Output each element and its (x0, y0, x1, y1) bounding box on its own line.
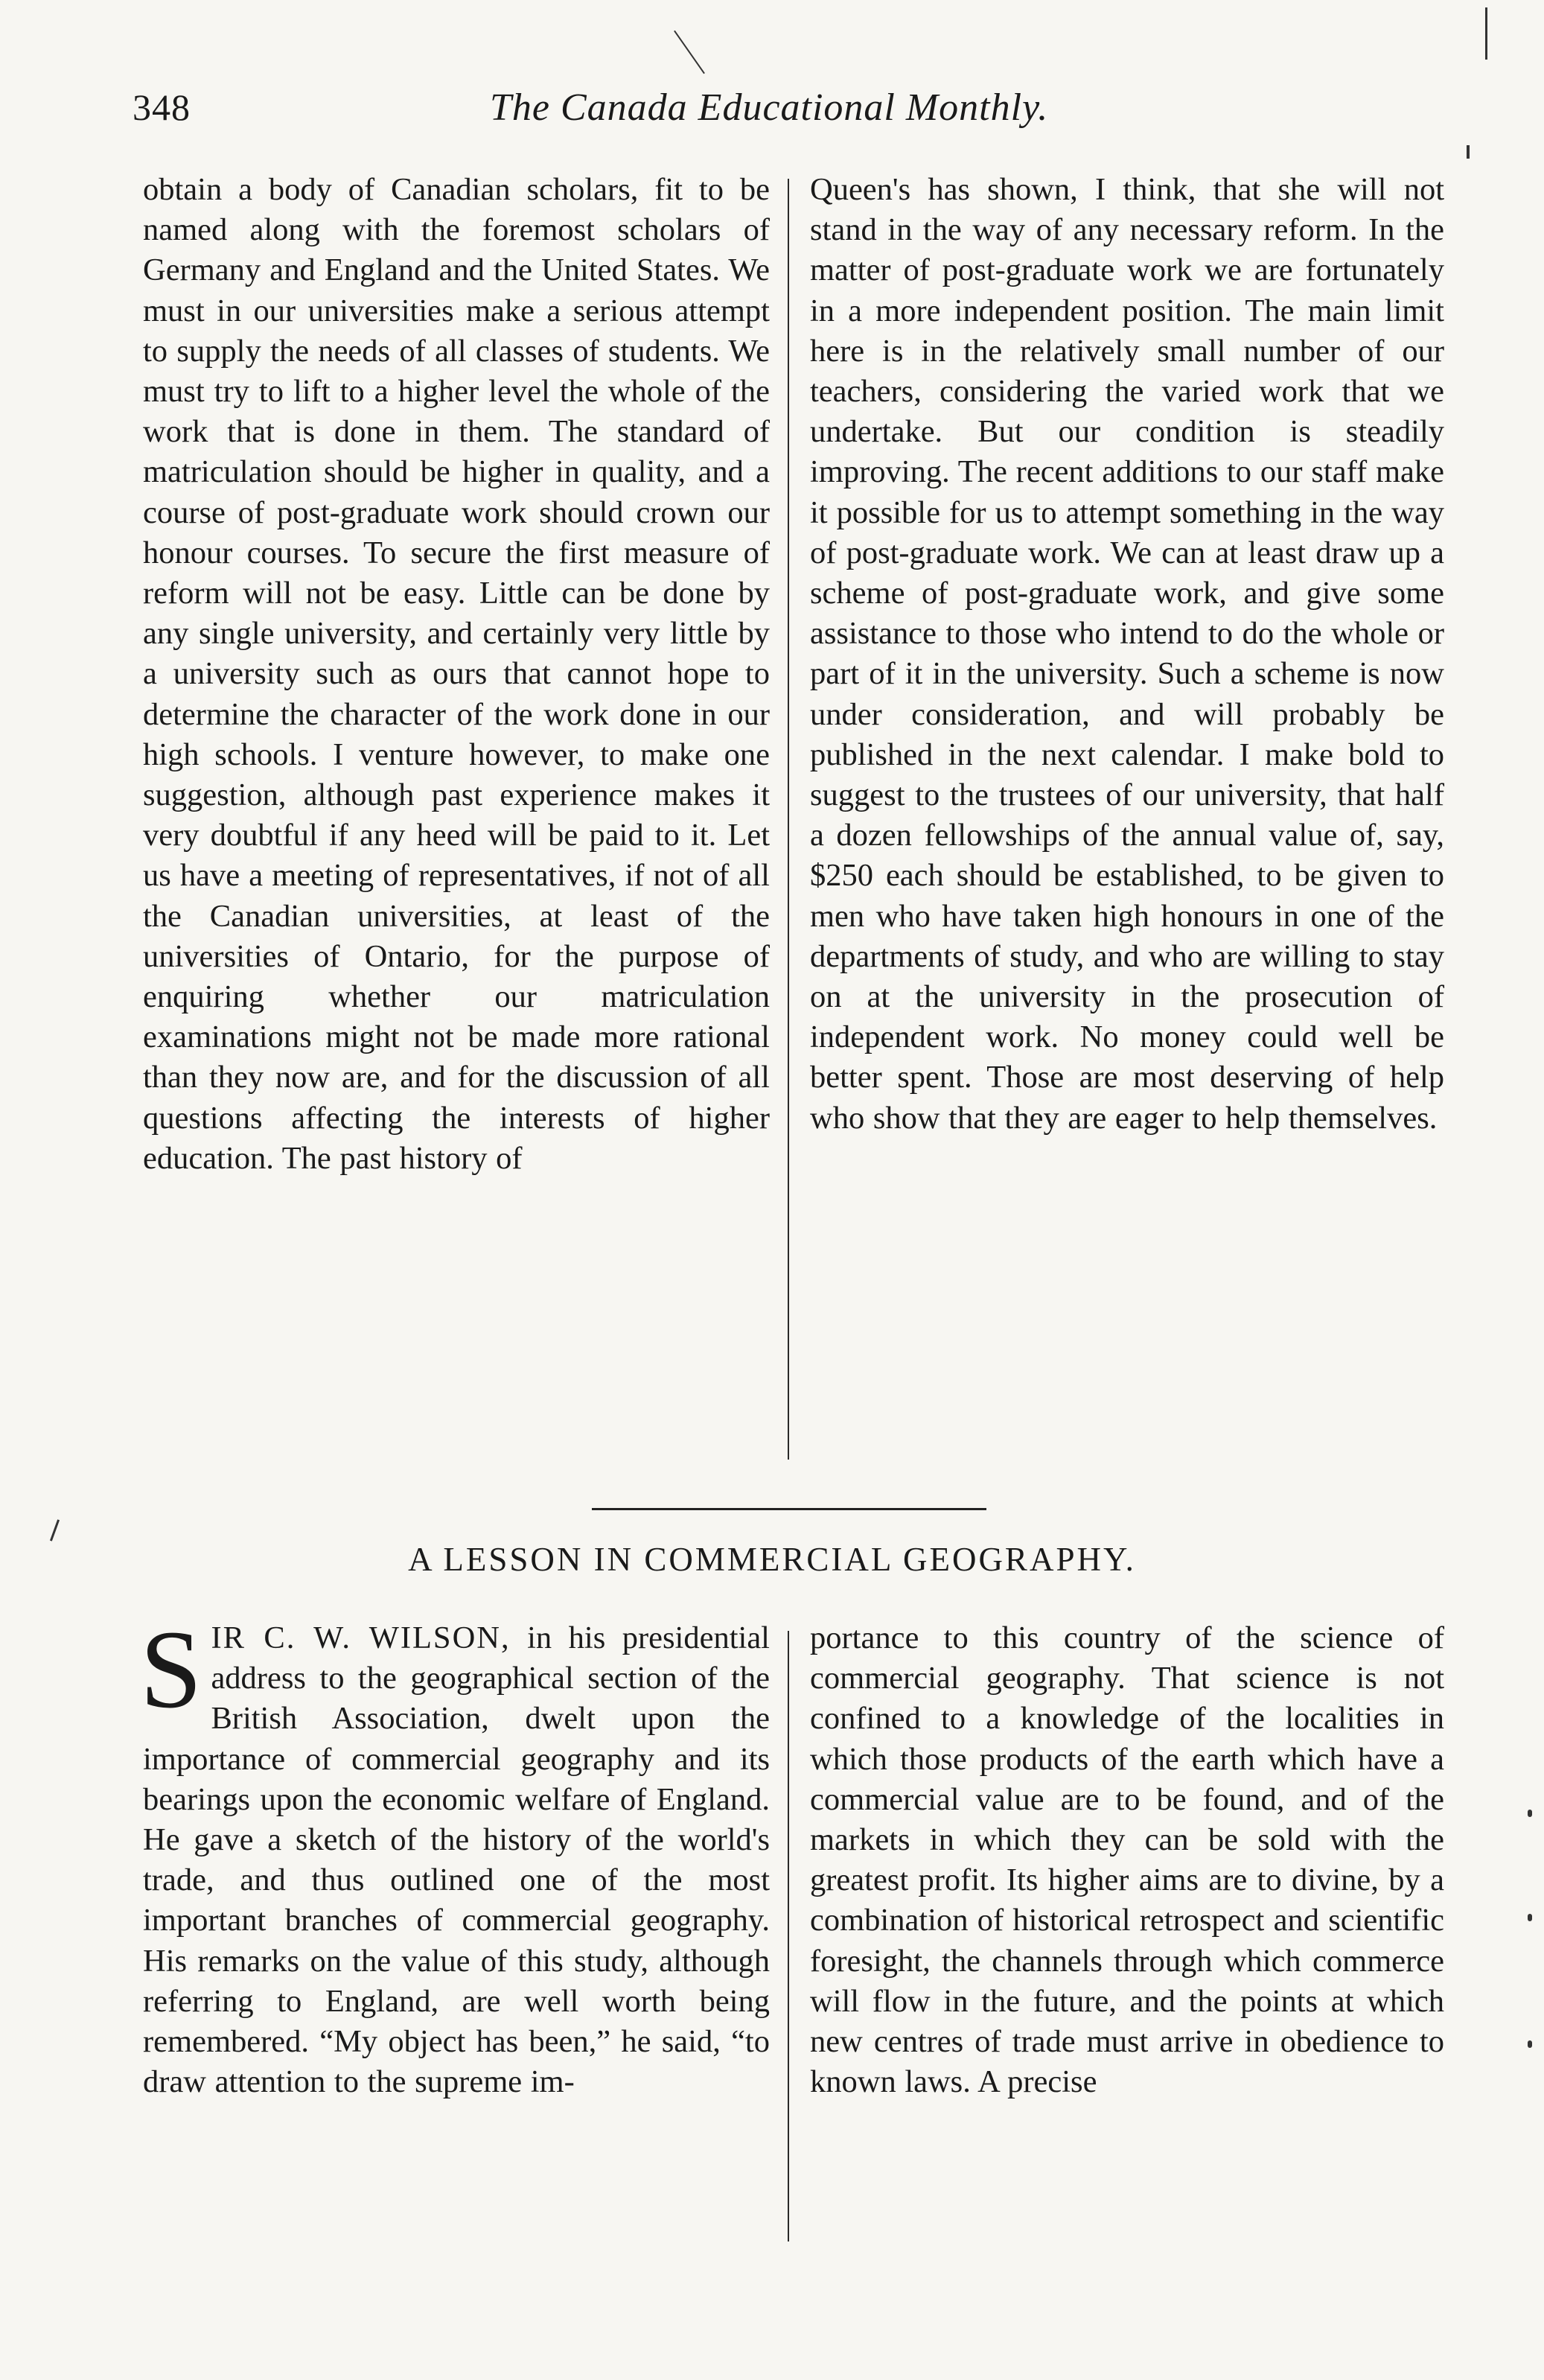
section-divider (592, 1508, 986, 1510)
journal-title: The Canada Educational Monthly. (490, 86, 1049, 129)
article2-title: A LESSON IN COMMERCIAL GEOGRAPHY. (408, 1541, 1136, 1578)
article1-left-column (143, 170, 770, 1179)
scan-mark (1528, 1914, 1532, 1921)
drop-cap: S (140, 1608, 202, 1731)
running-head (133, 86, 1495, 138)
scan-mark (1528, 1810, 1532, 1817)
scan-mark (1528, 2040, 1532, 2048)
page-number: 348 (133, 86, 191, 128)
column-divider-bottom (788, 1631, 789, 2241)
article2-left-paragraph (140, 1608, 770, 2102)
article2-left-text: in his presidential address to the geographical section of the British Association, dwelt upon the importance of commercial geography and its bearings upon the economic welfare of England. He gave a sketch of the history of the world's trade, and thus outlined one of the most important branches of commercial geography. His remarks on the value of this study, although referring to England, are well worth being remembered. “My object has been,” he said, “to draw attention to the supreme im- (143, 1620, 770, 2100)
article1-right-text: Queen's has shown, I think, that she will not stand in the way of any necessary reform. In the matter of post-graduate work we are fortunately in a more independent position. The main limit here is in the relatively small number of our teachers, considering the varied work that we undertake. But our condition is steadily improving. The recent additions to our staff make it possible for us to attempt something in the way of post-graduate work. We can at least draw up a scheme of post-graduate work, and give some assistance to those who intend to do the whole or part of it in the university. Such a scheme is now under consideration, and will probably be published in the next calendar. I make bold to suggest to the trustees of our university, that half a dozen fellowships of the annual value of, say, $250 each should be established, to be given to men who have taken high honours in one of the departments of study, and who are willing to stay on at the university in the prosecution of independent work. No money could well be better spent. Those are most deserving of help who show that they are eager to help themselves. (810, 172, 1444, 1136)
article2-right-column (810, 1618, 1444, 2102)
article2-right-text: portance to this country of the science of commercial geography. That science is not confined to a knowledge of the localities in which those products of the earth which have a commercial value are to be found, and of the markets in which they can be sold with the greatest profit. Its higher aims are to divine, by a combination of historical retrospect and scientific foresight, the channels through which commerce will flow in the future, and the points at which new centres of trade must arrive in obedience to known laws. A precise (810, 1620, 1444, 2100)
scan-mark (1485, 7, 1487, 60)
scan-mark (1467, 145, 1470, 159)
article2-left-column (140, 1608, 770, 2102)
article1-left-text: obtain a body of Canadian scholars, fit to be named along with the foremost scholars of Germany and England and the United States. We must in our universities make a serious attempt to supply the needs of all classes of students. We must try to lift to a higher level the whole of the work that is done in them. The standard of matriculation should be higher in quality, and a course of post-graduate work should crown our honour courses. To secure the first measure of reform will not be easy. Little can be done by any single university, and certainly very little by a university such as ours that cannot hope to determine the character of the work done in our high schools. I venture however, to make one suggestion, although past experience makes it very doubtful if any heed will be paid to it. Let us have a meeting of representatives, if not of all the Canadian universities, at least of the universities of Ontario, for the purpose of enquiring whether our matriculation examinations might not be made more rational than they now are, and for the discussion of all questions affecting the interests of higher education. The past history of (143, 172, 770, 1176)
scan-mark (674, 31, 705, 74)
article2-lead-caps: IR C. W. WILSON, (211, 1620, 511, 1655)
article1-right-column (810, 170, 1444, 1139)
scan-mark (50, 1519, 60, 1541)
column-divider-top (788, 179, 789, 1460)
